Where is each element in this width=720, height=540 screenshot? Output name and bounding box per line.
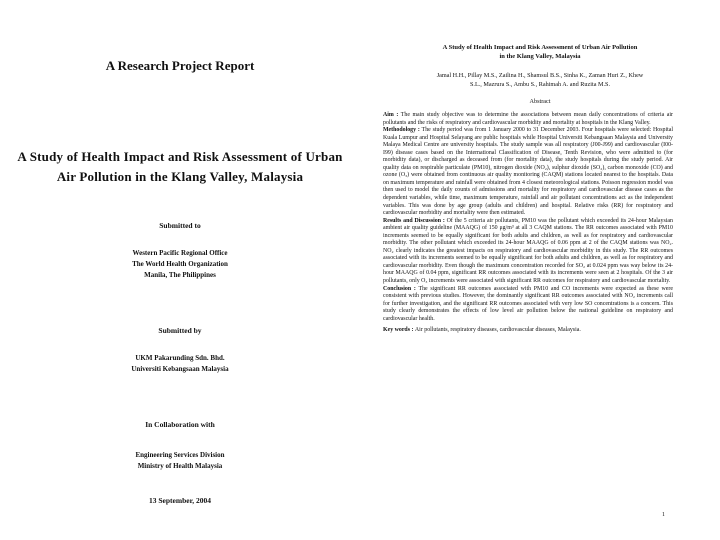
page-number: 1 bbox=[662, 512, 665, 518]
abstract-title bbox=[380, 43, 700, 61]
conclusion-paragraph: Conclusion : The significant RR outcomes associated with PM10 and CO increments were expected as these were consistent with previous studies. However, the dominantly significant RR outcomes associated with NO₂ increments call for further investigation, and the significant RR outcomes associated with very low SO concentrations is a concern. This study clearly demonstrates the effects of low level air pollution below the national guideline on respiratory and cardiovascular health. bbox=[383, 285, 673, 322]
recipient-line-2: The World Health Organization bbox=[132, 260, 228, 268]
aim-label: Aim bbox=[383, 112, 394, 118]
recipient-block bbox=[0, 248, 360, 281]
results-text: Of the 5 criteria air pollutants, PM10 was the pollutant which exceeded its 24-hour Malaysian ambient air quality guideline (MAAQG) of 150 μg/m³ at all 3 CAQM stations. The RR outcomes associated with PM10 increments seemed to be equally significant for both adults and children, as well as for respiratory and cardiovascular morbidity. The other pollutant which exceeded its 24-hour MAAQG of 0.06 ppm at 2 of the CAQM stations was NO₂. NO₂ clearly indicates the greatest impacts on respiratory and cardiovascular morbidity in this study. The RR outcomes associated with its increments seemed to be equally significant for both adults and children, as well as for respiratory and cardiovascular morbidity. Even though the maximum concentration recorded for SO₂ at 0.024 ppm was way below its 24-hour MAAQG of 0.04 ppm, significant RR outcomes associated with its increments were seen at 2 hospitals. Of the 3 air pollutants, only O₃ increments were associated with significant RR outcomes for respiratory and cardiovascular mortality. bbox=[383, 217, 673, 285]
authors-line-2: S.L., Mazrura S., Ambu S., Rahimah A. and Ruzita M.S. bbox=[469, 81, 611, 88]
submitter-block bbox=[0, 353, 360, 375]
methodology-text: The study period was from 1 January 2000 to 31 December 2003. Four hospitals were selected: Hospital Kuala Lumpur and Hospital Selayang are public hospitals while Hospital Universiti Kebangsaan Malaysia and University Malaya Medical Centre are university hospitals. The study sample was all respiratory (J00-J99) and cardiovascular (I00-I99) disease cases based on the International Classification of Disease, Tenth Revision, who were admitted to (for morbidity data), or discharged as deceased from (for mortality data), the study hospitals during the study period. Air quality data on respirable particulate (PM10), nitrogen dioxide (NO₂), sulphur dioxide (SO₂), carbon monoxide (CO) and ozone (O₃) were obtained from continuous air quality monitoring (CAQM) stations located nearest to the hospitals. Data on maximum temperature and rainfall were obtained from 4 closest meteorological stations. Poisson regression model was then used to model the daily counts of admissions and mortality for respiratory and cardiovascular disease cases as the dependent variables, while time, maximum temperature, rainfall and air pollutant concentrations act as the independent variables. This was done by age group (adults and children) and hospital. Relative risks (RR) for respiratory and cardiovascular morbidity and mortality were then estimated. bbox=[383, 127, 673, 217]
submitter-line-1: UKM Pakarunding Sdn. Bhd. bbox=[135, 354, 225, 362]
submitter-line-2: Universiti Kebangsaan Malaysia bbox=[131, 365, 229, 373]
right-page bbox=[360, 0, 720, 540]
conclusion-text: The significant RR outcomes associated with PM10 and CO increments were expected as these were consistent with previous studies. However, the dominantly significant RR outcomes associated with NO₂ increments call for further investigation, and the significant RR outcomes associated with very low SO concentrations is a concern. This study clearly demonstrates the effects of low level air pollution below the national guideline on respiratory and cardiovascular health. bbox=[383, 285, 673, 322]
report-title bbox=[0, 147, 360, 187]
collaborator-block bbox=[0, 450, 360, 472]
report-heading: A Research Project Report bbox=[105, 58, 255, 73]
abstract-title-line-1: A Study of Health Impact and Risk Assessment of Urban Air Pollution bbox=[442, 44, 638, 51]
methodology-paragraph: Methodology : The study period was from 1 January 2000 to 31 December 2003. Four hospitals were selected: Hospital Kuala Lumpur and Hospital Selayang are public hospitals while Hospital Universiti Kebangsaan Malaysia and University Malaya Medical Centre are university hospitals. The study sample was all respiratory (J00-J99) and cardiovascular (I00-I99) disease cases based on the International Classification of Disease, Tenth Revision, who were admitted to (for morbidity data), or discharged as deceased from (for mortality data), the study hospitals during the study period. Air quality data on respirable particulate (PM10), nitrogen dioxide (NO₂), sulphur dioxide (SO₂), carbon monoxide (CO) and ozone (O₃) were obtained from continuous air quality monitoring (CAQM) stations located nearest to the hospitals. Data on maximum temperature and rainfall were obtained from 4 closest meteorological stations. Poisson regression model was then used to model the daily counts of admissions and mortality for respiratory and cardiovascular disease cases as the dependent variables, while time, maximum temperature, rainfall and air pollutant concentrations act as the independent variables. This was done by age group (adults and children) and hospital. Relative risks (RR) for respiratory and cardiovascular morbidity and mortality were then estimated. bbox=[383, 127, 673, 217]
keywords-paragraph: Key words : Air pollutants, respiratory diseases, cardiovascular diseases, Malaysia. bbox=[383, 327, 581, 334]
submitted-to-label: Submitted to bbox=[159, 221, 201, 230]
methodology-label: Methodology bbox=[383, 127, 417, 134]
aim-paragraph: Aim : The main study objective was to determine the associations between mean daily concentrations of criteria air pollutants and the risks of respiratory and cardiovascular morbidity and mortality at hospitals in the Klang Valley. bbox=[383, 112, 673, 126]
report-title-line-2: Air Pollution in the Klang Valley, Malaysia bbox=[56, 169, 304, 184]
results-label: Results and Discussion bbox=[383, 217, 442, 224]
collaborator-line-2: Ministry of Health Malaysia bbox=[137, 462, 223, 470]
conclusion-label: Conclusion bbox=[383, 285, 412, 292]
keywords-text: Air pollutants, respiratory diseases, cardiovascular diseases, Malaysia. bbox=[414, 327, 581, 334]
collaborator-line-1: Engineering Services Division bbox=[135, 451, 225, 459]
recipient-line-3: Manila, The Philippines bbox=[144, 271, 216, 279]
abstract-body bbox=[383, 112, 673, 335]
authors bbox=[380, 71, 700, 89]
submitted-by-label: Submitted by bbox=[158, 326, 202, 335]
report-date: 13 September, 2004 bbox=[148, 496, 211, 505]
abstract-heading: Abstract bbox=[529, 98, 551, 105]
collaboration-label: In Collaboration with bbox=[145, 420, 215, 429]
report-title-line-1: A Study of Health Impact and Risk Assessment of Urban bbox=[17, 149, 343, 164]
aim-text: The main study objective was to determine the associations between mean daily concentrations of criteria air pollutants and the risks of respiratory and cardiovascular morbidity and mortality at hospitals in the Klang Valley. bbox=[383, 112, 673, 126]
results-paragraph: Results and Discussion : Of the 5 criteria air pollutants, PM10 was the pollutant which exceeded its 24-hour Malaysian ambient air quality guideline (MAAQG) of 150 μg/m³ at all 3 CAQM stations. The RR outcomes associated with PM10 increments seemed to be equally significant for both adults and children, as well as for respiratory and cardiovascular morbidity. The other pollutant which exceeded its 24-hour MAAQG of 0.06 ppm at 2 of the CAQM stations was NO₂. NO₂ clearly indicates the greatest impacts on respiratory and cardiovascular morbidity in this study. The RR outcomes associated with its increments seemed to be equally significant for both adults and children, as well as for respiratory and cardiovascular morbidity. Even though the maximum concentration recorded for SO₂ at 0.024 ppm was way below its 24-hour MAAQG of 0.04 ppm, significant RR outcomes associated with its increments were seen at 2 hospitals. Of the 3 air pollutants, only O₃ increments were associated with significant RR outcomes for respiratory and cardiovascular mortality. bbox=[383, 217, 673, 285]
authors-line-1: Jamal H.H., Pillay M.S., Zailina H., Shamsul B.S., Sinha K., Zaman Huri Z., Khew bbox=[436, 72, 644, 79]
recipient-line-1: Western Pacific Regional Office bbox=[132, 249, 228, 257]
keywords-label: Key words bbox=[383, 327, 410, 334]
abstract-title-line-2: in the Klang Valley, Malaysia bbox=[499, 53, 581, 60]
